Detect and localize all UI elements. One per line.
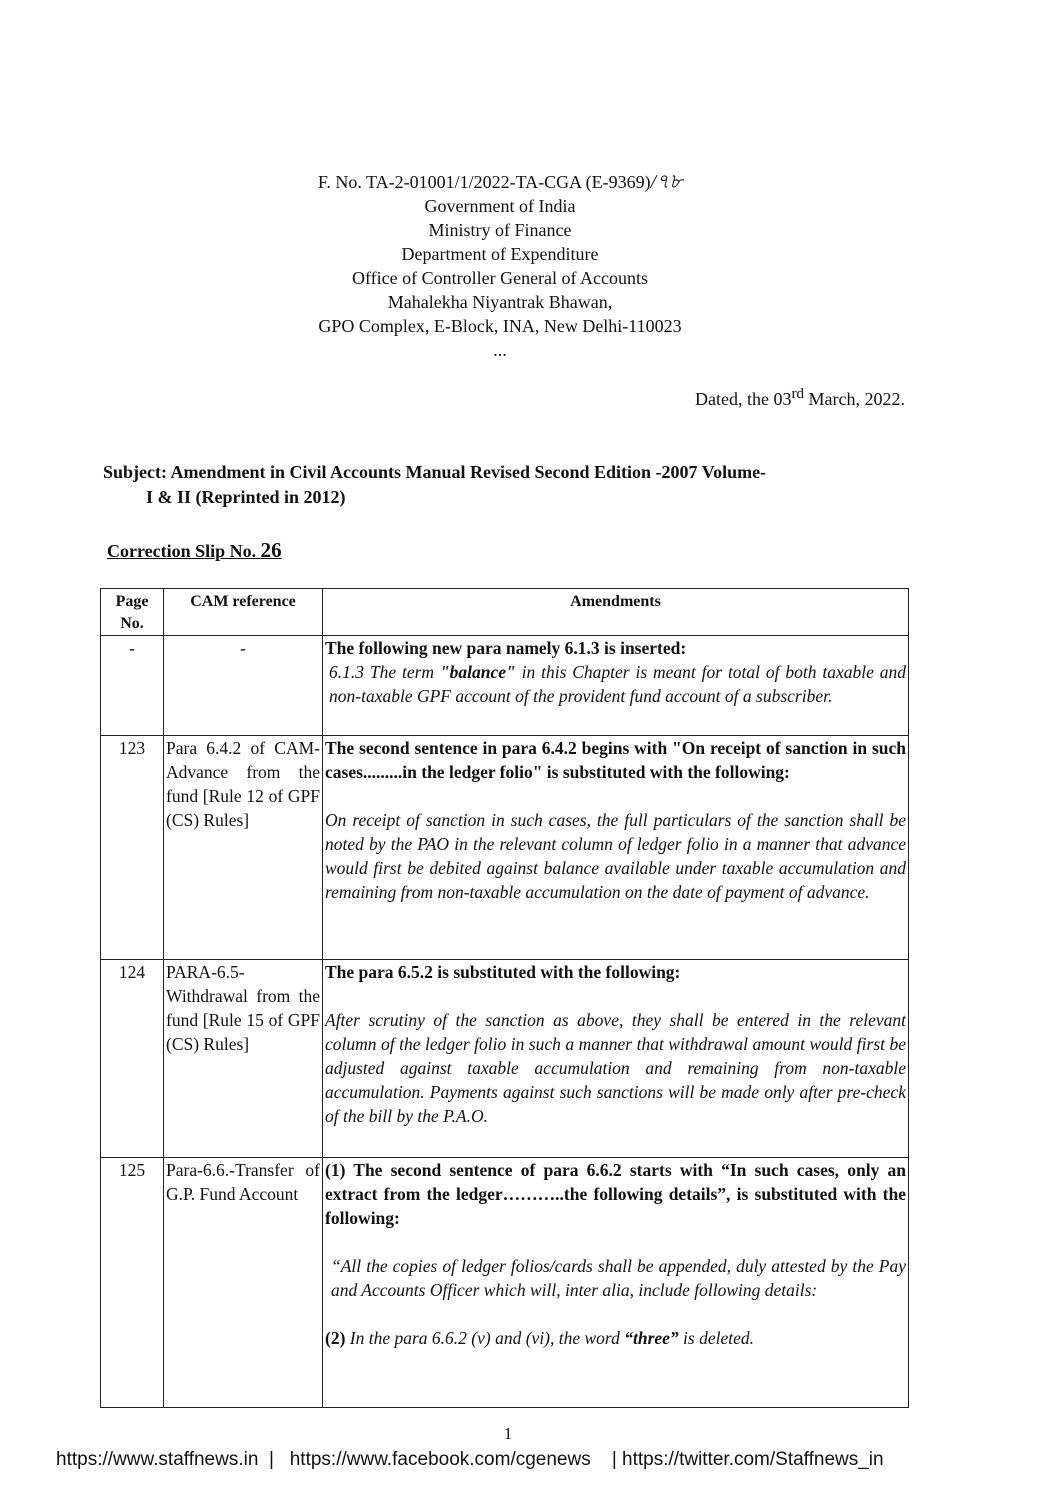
amendments-table (100, 588, 909, 1408)
table-row: - - The following new para namely 6.1.3 is inserted: 6.1.3 The term "balance" in this Chapter is meant for total of both taxable and non-taxable GPF account of the provident fund account of a subscriber. (101, 636, 909, 736)
letterhead-line: Department of Expenditure (401, 244, 599, 264)
separator: ... (493, 340, 507, 360)
letterhead-line: Government of India (424, 196, 576, 216)
table-row: 124 PARA-6.5-Withdrawal from the fund [Rule 15 of GPF (CS) Rules] The para 6.5.2 is substituted with the following: After scrutiny of the sanction as above, they shall be entered in the relevant column of the ledger folio in such a manner that withdrawal amount would first be adjusted against taxable accumulation and remaining from non-taxable accumulation. Payments against such sanctions will be made only after pre-check of the bill by the P.A.O. (101, 960, 909, 1158)
table-header: Page No. CAM reference Amendments (101, 589, 909, 636)
footer-links: https://www.staffnews.in | https://www.facebook.com/cgenews | https://twitter.com/Staffnews_in (56, 1449, 884, 1470)
table-row: 123 Para 6.4.2 of CAM-Advance from the fund [Rule 12 of GPF (CS) Rules] The second sentence in para 6.4.2 begins with "On receipt of sanction in such cases.........in the ledger folio" is substituted with the following: On receipt of sanction in such cases, the full particulars of the sanction shall be noted by the PAO in the relevant column of ledger folio in a manner that advance would first be debited against balance available under taxable accumulation and remaining from non-taxable accumulation on the date of payment of advance. (101, 736, 909, 960)
date: Dated, the 03rd March, 2022. (695, 386, 905, 409)
letterhead-line: Ministry of Finance (428, 220, 572, 240)
letterhead-line: GPO Complex, E-Block, INA, New Delhi-110023 (318, 316, 682, 336)
handwritten-mark: /৭৮ (650, 171, 683, 193)
table-row: 125 Para-6.6.-Transfer of G.P. Fund Account (1) The second sentence of para 6.6.2 starts with “In such cases, only an extract from the ledger………..the following details”, is substituted with the following: “All the copies of ledger folios/cards shall be appended, duly attested by the Pay and Accounts Officer which will, inter alia, include following details: (2) In the para 6.6.2 (v) and (vi), the word “three” is deleted. (101, 1158, 909, 1408)
letterhead (240, 170, 760, 362)
letterhead-line: Office of Controller General of Accounts (351, 268, 649, 288)
correction-slip: Correction Slip No. 26 (107, 538, 282, 562)
file-number: F. No. TA-2-01001/1/2022-TA-CGA (E-9369)/৭৮ (317, 171, 683, 193)
letterhead-line: Mahalekha Niyantrak Bhawan, (387, 292, 613, 312)
page-number: 1 (503, 1424, 513, 1443)
subject: Subject: Amendment in Civil Accounts Manual Revised Second Edition -2007 Volume- I & II (Reprinted in 2012) (103, 462, 767, 507)
